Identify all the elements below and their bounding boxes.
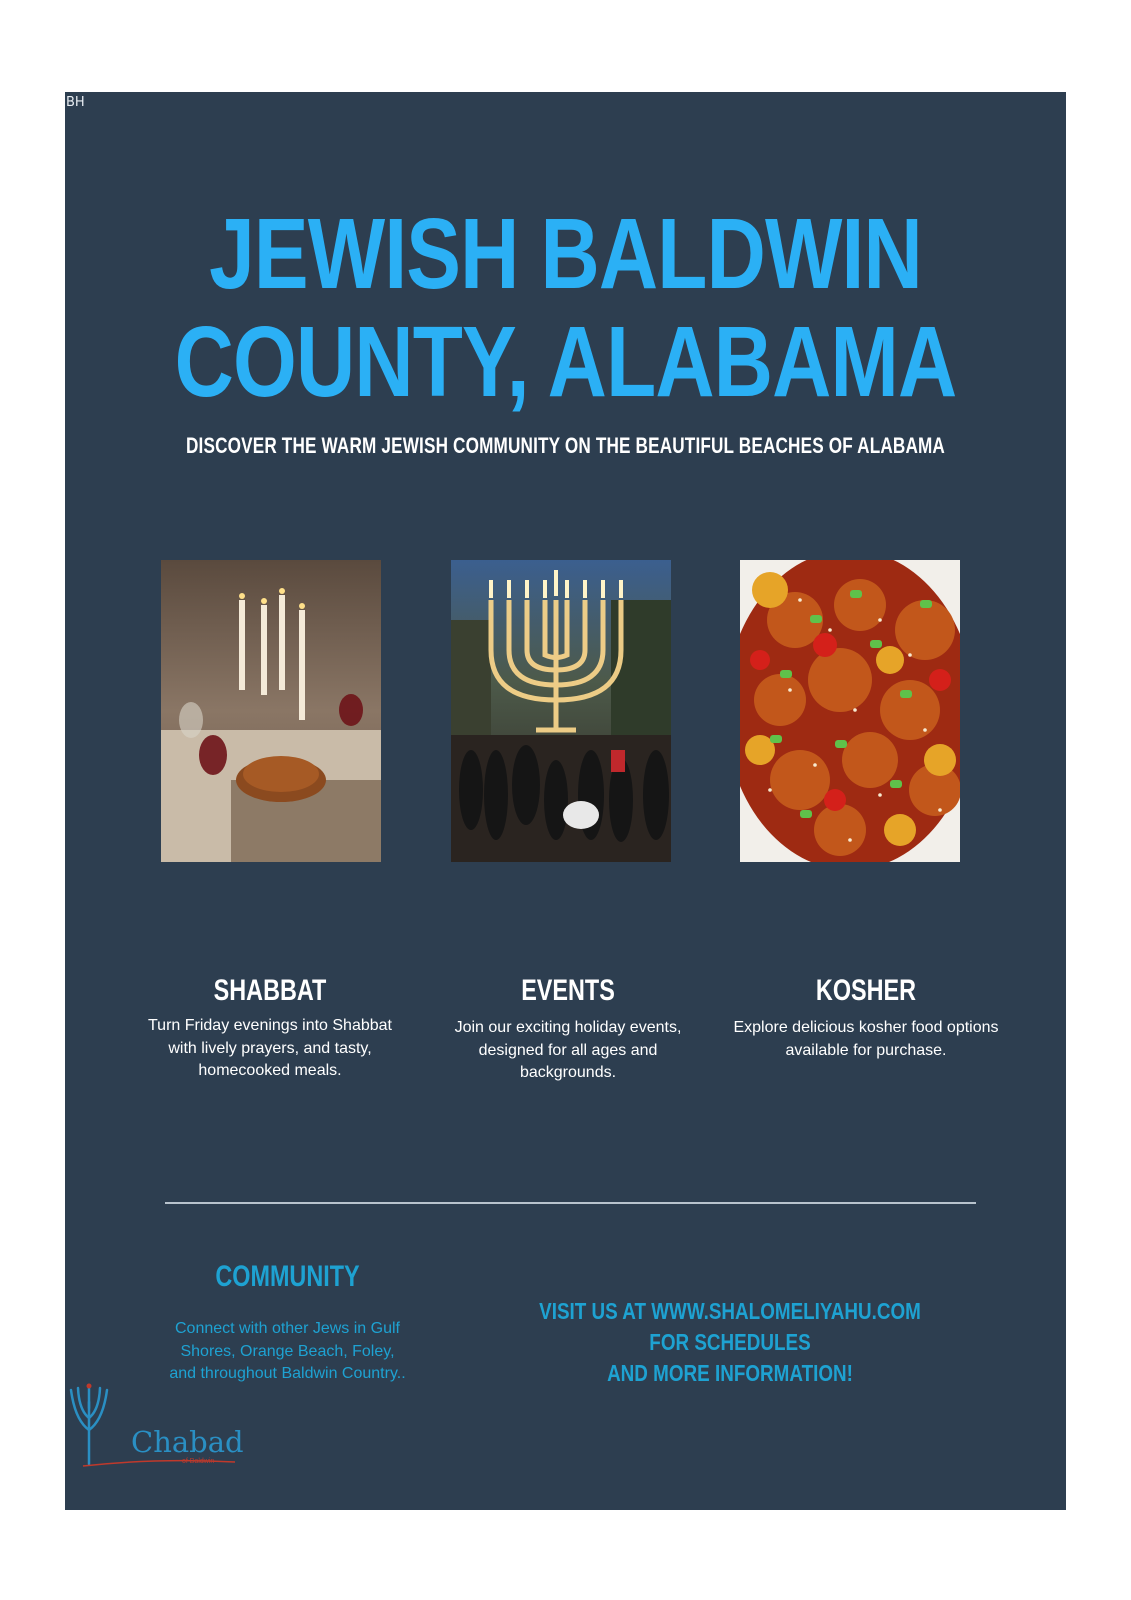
visit-line-2: AND MORE INFORMATION!	[607, 1360, 853, 1386]
kosher-food-photo	[740, 560, 960, 862]
community-title: COMMUNITY	[215, 1260, 360, 1293]
flyer-subtitle: DISCOVER THE WARM JEWISH COMMUNITY ON THE BEAUTIFUL BEACHES OF ALABAMA	[186, 433, 945, 458]
community-description: Connect with other Jews in Gulf Shores, Orange Beach, Foley, and throughout Baldwin Country..	[169, 1320, 406, 1382]
chabad-logo-text: Chabad	[131, 1425, 244, 1459]
flyer-title	[155, 200, 976, 416]
title-line-1: JEWISH BALDWIN	[209, 198, 922, 310]
section-divider	[165, 1202, 976, 1204]
flyer-page	[65, 92, 1066, 1510]
feature-title-shabbat: SHABBAT	[213, 974, 327, 1007]
chabad-logo-subtext: of Baldwin	[182, 1458, 215, 1465]
shabbat-photo	[161, 560, 381, 862]
visit-line-1: VISIT US AT WWW.SHALOMELIYAHU.COM FOR SCHEDULES	[539, 1298, 921, 1355]
feature-desc-shabbat: Turn Friday evenings into Shabbat with lively prayers, and tasty, homecooked meals.	[148, 1017, 392, 1079]
feature-title-kosher: KOSHER	[815, 974, 917, 1007]
menorah-event-photo	[451, 560, 671, 862]
feature-title-events: EVENTS	[521, 974, 615, 1007]
bh-mark: BH	[66, 95, 85, 110]
feature-desc-kosher: Explore delicious kosher food options available for purchase.	[733, 1019, 999, 1059]
visit-website-text	[529, 1296, 931, 1389]
feature-desc-events: Join our exciting holiday events, designed for all ages and backgrounds.	[454, 1019, 682, 1081]
title-line-2: COUNTY, ALABAMA	[174, 306, 957, 418]
